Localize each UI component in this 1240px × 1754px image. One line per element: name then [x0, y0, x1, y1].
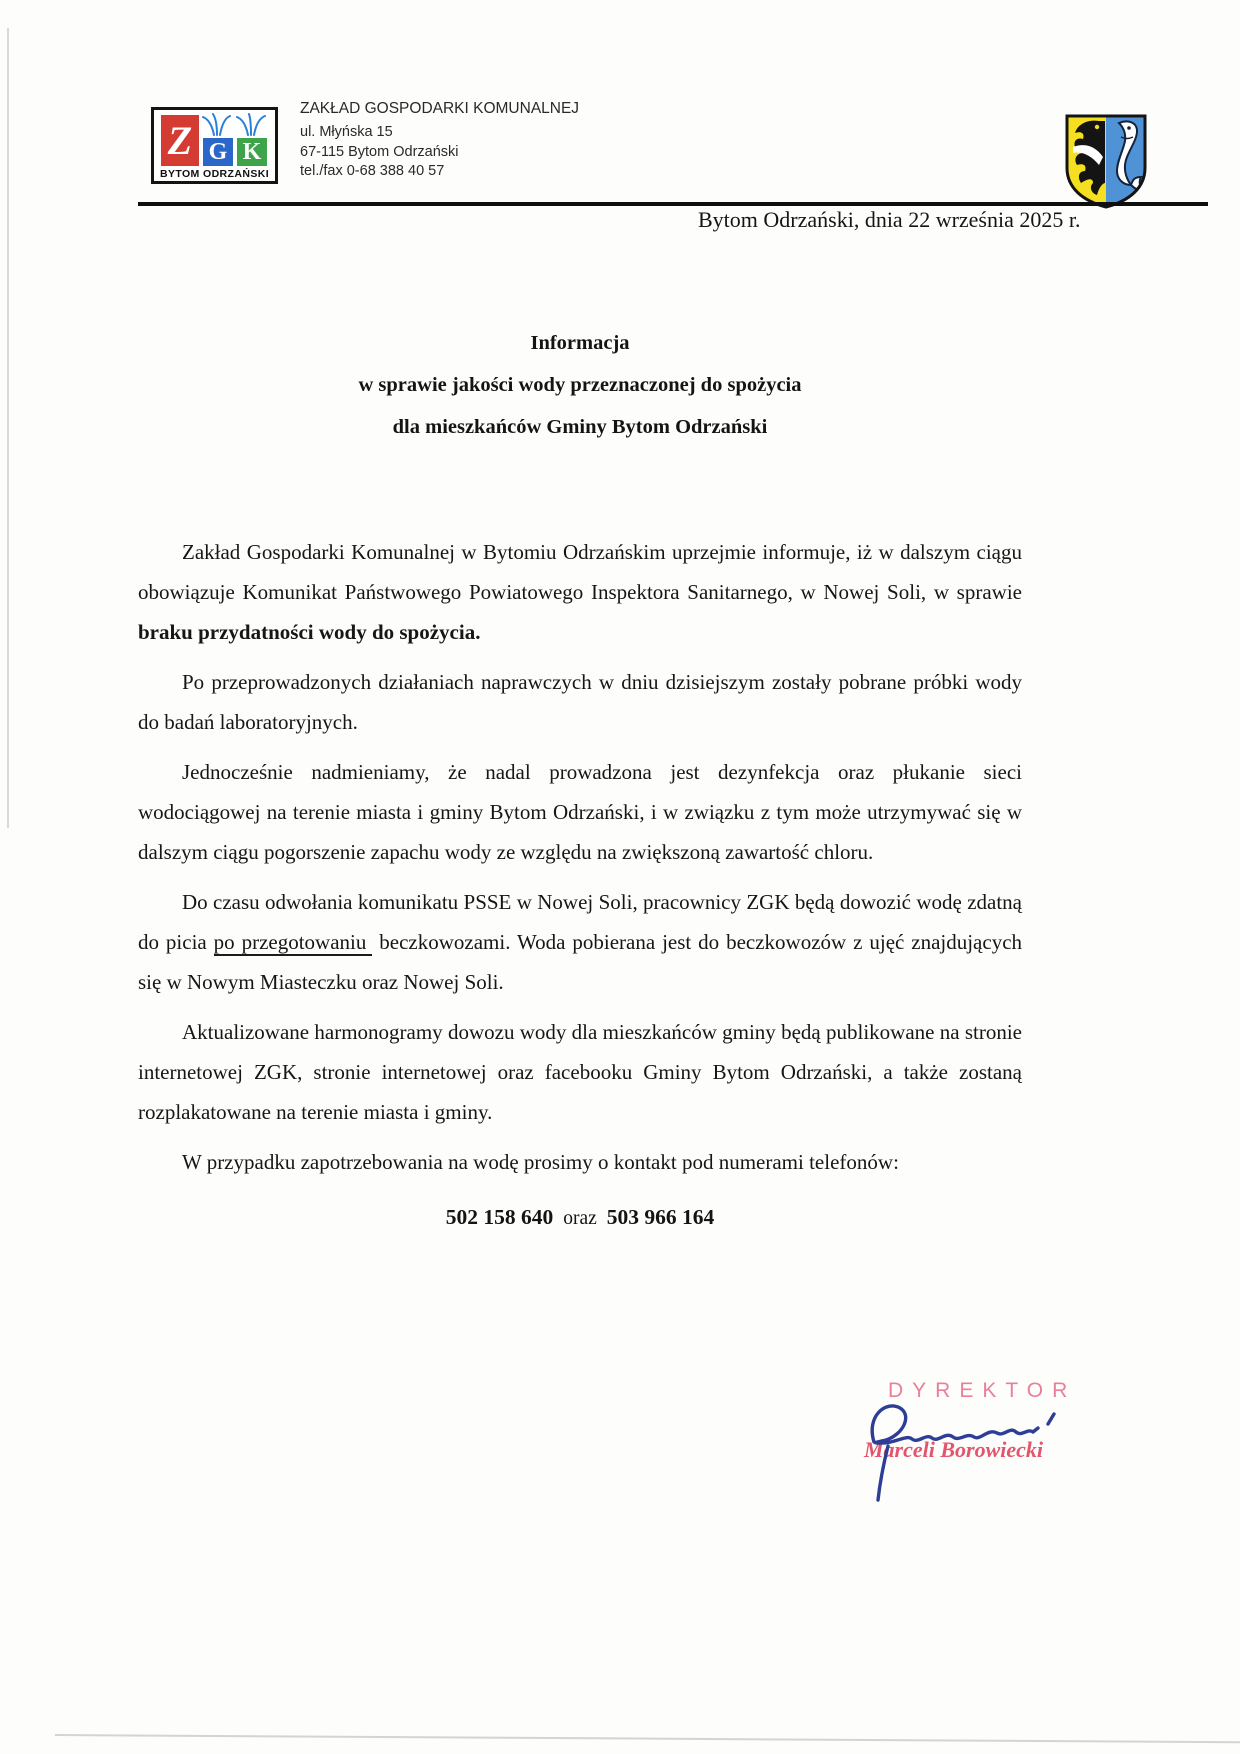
logo-letter-g-text: G	[208, 139, 228, 165]
title-line-3: dla mieszkańców Gminy Bytom Odrzański	[392, 416, 768, 438]
scan-edge-bottom	[55, 1734, 1240, 1743]
logo-letter-k	[237, 138, 267, 166]
title-line-2: w sprawie jakości wody przeznaczonej do spożycia	[358, 374, 802, 396]
paragraph-3: Jednocześnie nadmieniamy, że nadal prowadzona jest dezynfekcja oraz płukanie sieci wodociągowej na terenie miasta i gminy Bytom Odrzański, i w związku z tym może utrzymywać się w dalszym ciągu pogorszenie zapachu wody ze względu na zwiększoną zawartość chloru.	[138, 760, 1022, 864]
signature-name-stamp: Marceli Borowiecki	[864, 1437, 1044, 1462]
org-city: 67-115 Bytom Odrzański	[300, 143, 459, 160]
org-street: ul. Młyńska 15	[300, 124, 393, 140]
fountain-icon	[200, 111, 272, 138]
paragraph-5: Aktualizowane harmonogramy dowozu wody dla mieszkańców gminy będą publikowane na stronie internetowej ZGK, stronie internetowej oraz facebooku Gminy Bytom Odrzański, a także zostaną rozplakatowane na terenie miasta i gminy.	[138, 1020, 1022, 1124]
paragraph-1-text: Zakład Gospodarki Komunalnej w Bytomiu Odrzańskim uprzejmie informuje, iż w dalszym ciągu obowiązuje Komunikat Państwowego Powiatowego Inspektora Sanitarnego, w Nowej Soli, w sprawie	[138, 540, 1022, 604]
phone-separator: oraz	[563, 1208, 597, 1229]
phone-number-2: 503 966 164	[606, 1205, 715, 1229]
logo-letter-g	[203, 138, 233, 166]
phone-number-1: 502 158 640	[445, 1205, 554, 1229]
title-line-1: Informacja	[530, 332, 630, 354]
document-title	[138, 322, 1022, 448]
signature-role-stamp: DYREKTOR	[888, 1379, 1077, 1402]
paragraph-4-underlined-text: po przegotowaniu	[214, 930, 373, 956]
phone-numbers-line	[138, 1205, 1022, 1230]
paragraph-4-text-a: Do czasu odwołania komunikatu PSSE w Nowej Soli, pracownicy ZGK będą dowozić wodę zdatną do picia	[138, 890, 1022, 954]
header-rule	[138, 202, 1208, 206]
letterhead-org-block	[300, 100, 579, 182]
logo-letter-z	[161, 115, 199, 166]
org-name: ZAKŁAD GOSPODARKI KOMUNALNEJ	[300, 100, 580, 117]
paragraph-1	[138, 532, 1022, 652]
paragraph-4	[138, 882, 1022, 1002]
logo-caption: BYTOM ODRZAŃSKI	[159, 168, 270, 180]
scan-edge-left	[7, 28, 9, 828]
logo-letter-k-text: K	[242, 139, 262, 165]
paragraph-2: Po przeprowadzonych działaniach naprawczych w dniu dzisiejszym zostały pobrane próbki wody do badań laboratoryjnych.	[138, 670, 1022, 734]
zgk-logo	[151, 107, 278, 184]
handwritten-signature	[852, 1396, 1092, 1506]
paragraph-1-bold-text: braku przydatności wody do spożycia.	[138, 620, 481, 644]
letter-body	[138, 532, 1022, 1192]
coat-of-arms-icon	[1063, 113, 1149, 209]
paragraph-4-text-b: beczkowozami. Woda pobierana jest do beczkowozów z ujęć znajdujących się w Nowym Miasteczku oraz Nowej Soli.	[138, 930, 1023, 994]
org-phone: tel./fax 0-68 388 40 57	[300, 163, 445, 179]
logo-letter-z-text: Z	[167, 117, 193, 163]
paragraph-6: W przypadku zapotrzebowania na wodę prosimy o kontakt pod numerami telefonów:	[182, 1150, 899, 1174]
date-line: Bytom Odrzański, dnia 22 września 2025 r.	[698, 207, 1081, 232]
